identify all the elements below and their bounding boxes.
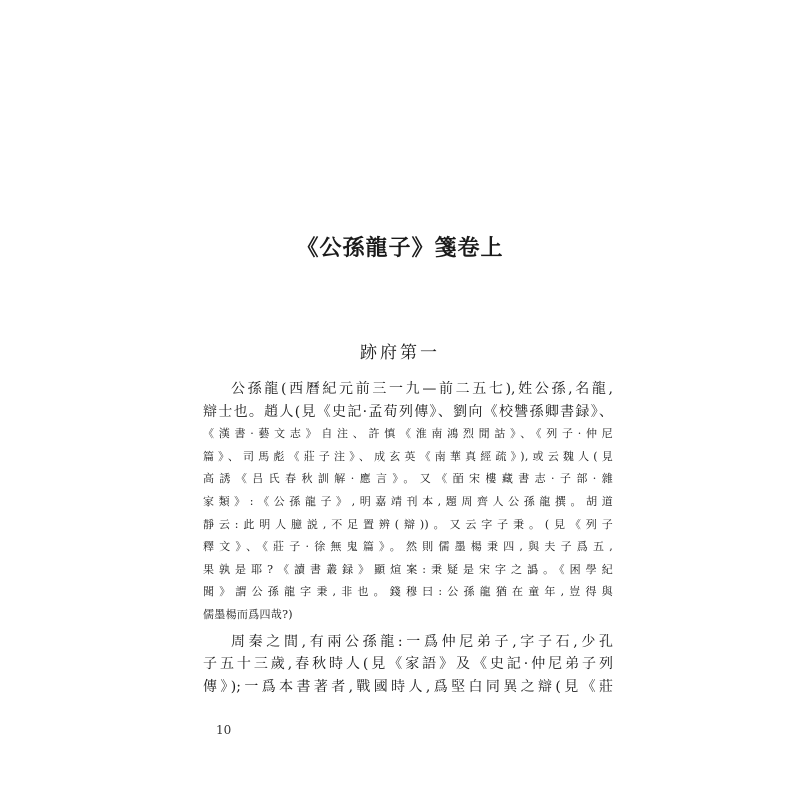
text-line: 傳》);一爲本書著者,戰國時人,爲堅白同異之辯(見《莊 (203, 678, 613, 695)
text-line: 聞》謂公孫龍字秉,非也。錢穆曰:公孫龍猶在童年,豈得與 (203, 585, 613, 599)
text-line: 《漢書·藝文志》自注、許慎《淮南鴻烈閒詁》、《列子·仲尼 (203, 427, 613, 441)
text-line: 靜云:此明人臆説,不足置辨(辯))。又云字子秉。(見《列子 (203, 517, 613, 531)
text-line: 公孫龍(西曆紀元前三一九—前二五七),姓公孫,名龍, (231, 381, 613, 397)
text-line: 果孰是耶?《讀書叢録》顯煊案:秉疑是宋字之譌。《困學紀 (203, 562, 613, 576)
text-line: 家類》:《公孫龍子》,明嘉靖刊本,題周齊人公孫龍撰。胡道 (203, 494, 613, 508)
text-line: 辯士也。趙人(見《史記·孟荀列傳》、劉向《校讐孫卿書録》、 (203, 403, 613, 420)
text-line: 子五十三歲,春秋時人(見《家語》及《史記·仲尼弟子列 (203, 656, 613, 673)
text-line: 儒墨楊而爲四哉?) (203, 607, 293, 621)
paragraph-1 (203, 378, 613, 627)
paragraph-2 (203, 631, 613, 699)
section-title: 跡府第一 (360, 343, 440, 363)
page-number: 10 (216, 723, 232, 737)
body-text (203, 378, 613, 698)
text-line: 周秦之間,有兩公孫龍:一爲仲尼弟子,字子石,少孔 (231, 633, 613, 650)
text-line: 篇》、司馬彪《莊子注》、成玄英《南華真經疏》),或云魏人(見 (203, 449, 613, 463)
text-line: 高誘《吕氏春秋訓解·應言》。又《皕宋樓藏書志·子部·雜 (203, 472, 613, 486)
chapter-title: 《公孫龍子》箋卷上 (296, 235, 504, 261)
text-line: 釋文》、《莊子·徐無鬼篇》。然則儒墨楊秉四,與夫子爲五, (203, 540, 613, 554)
